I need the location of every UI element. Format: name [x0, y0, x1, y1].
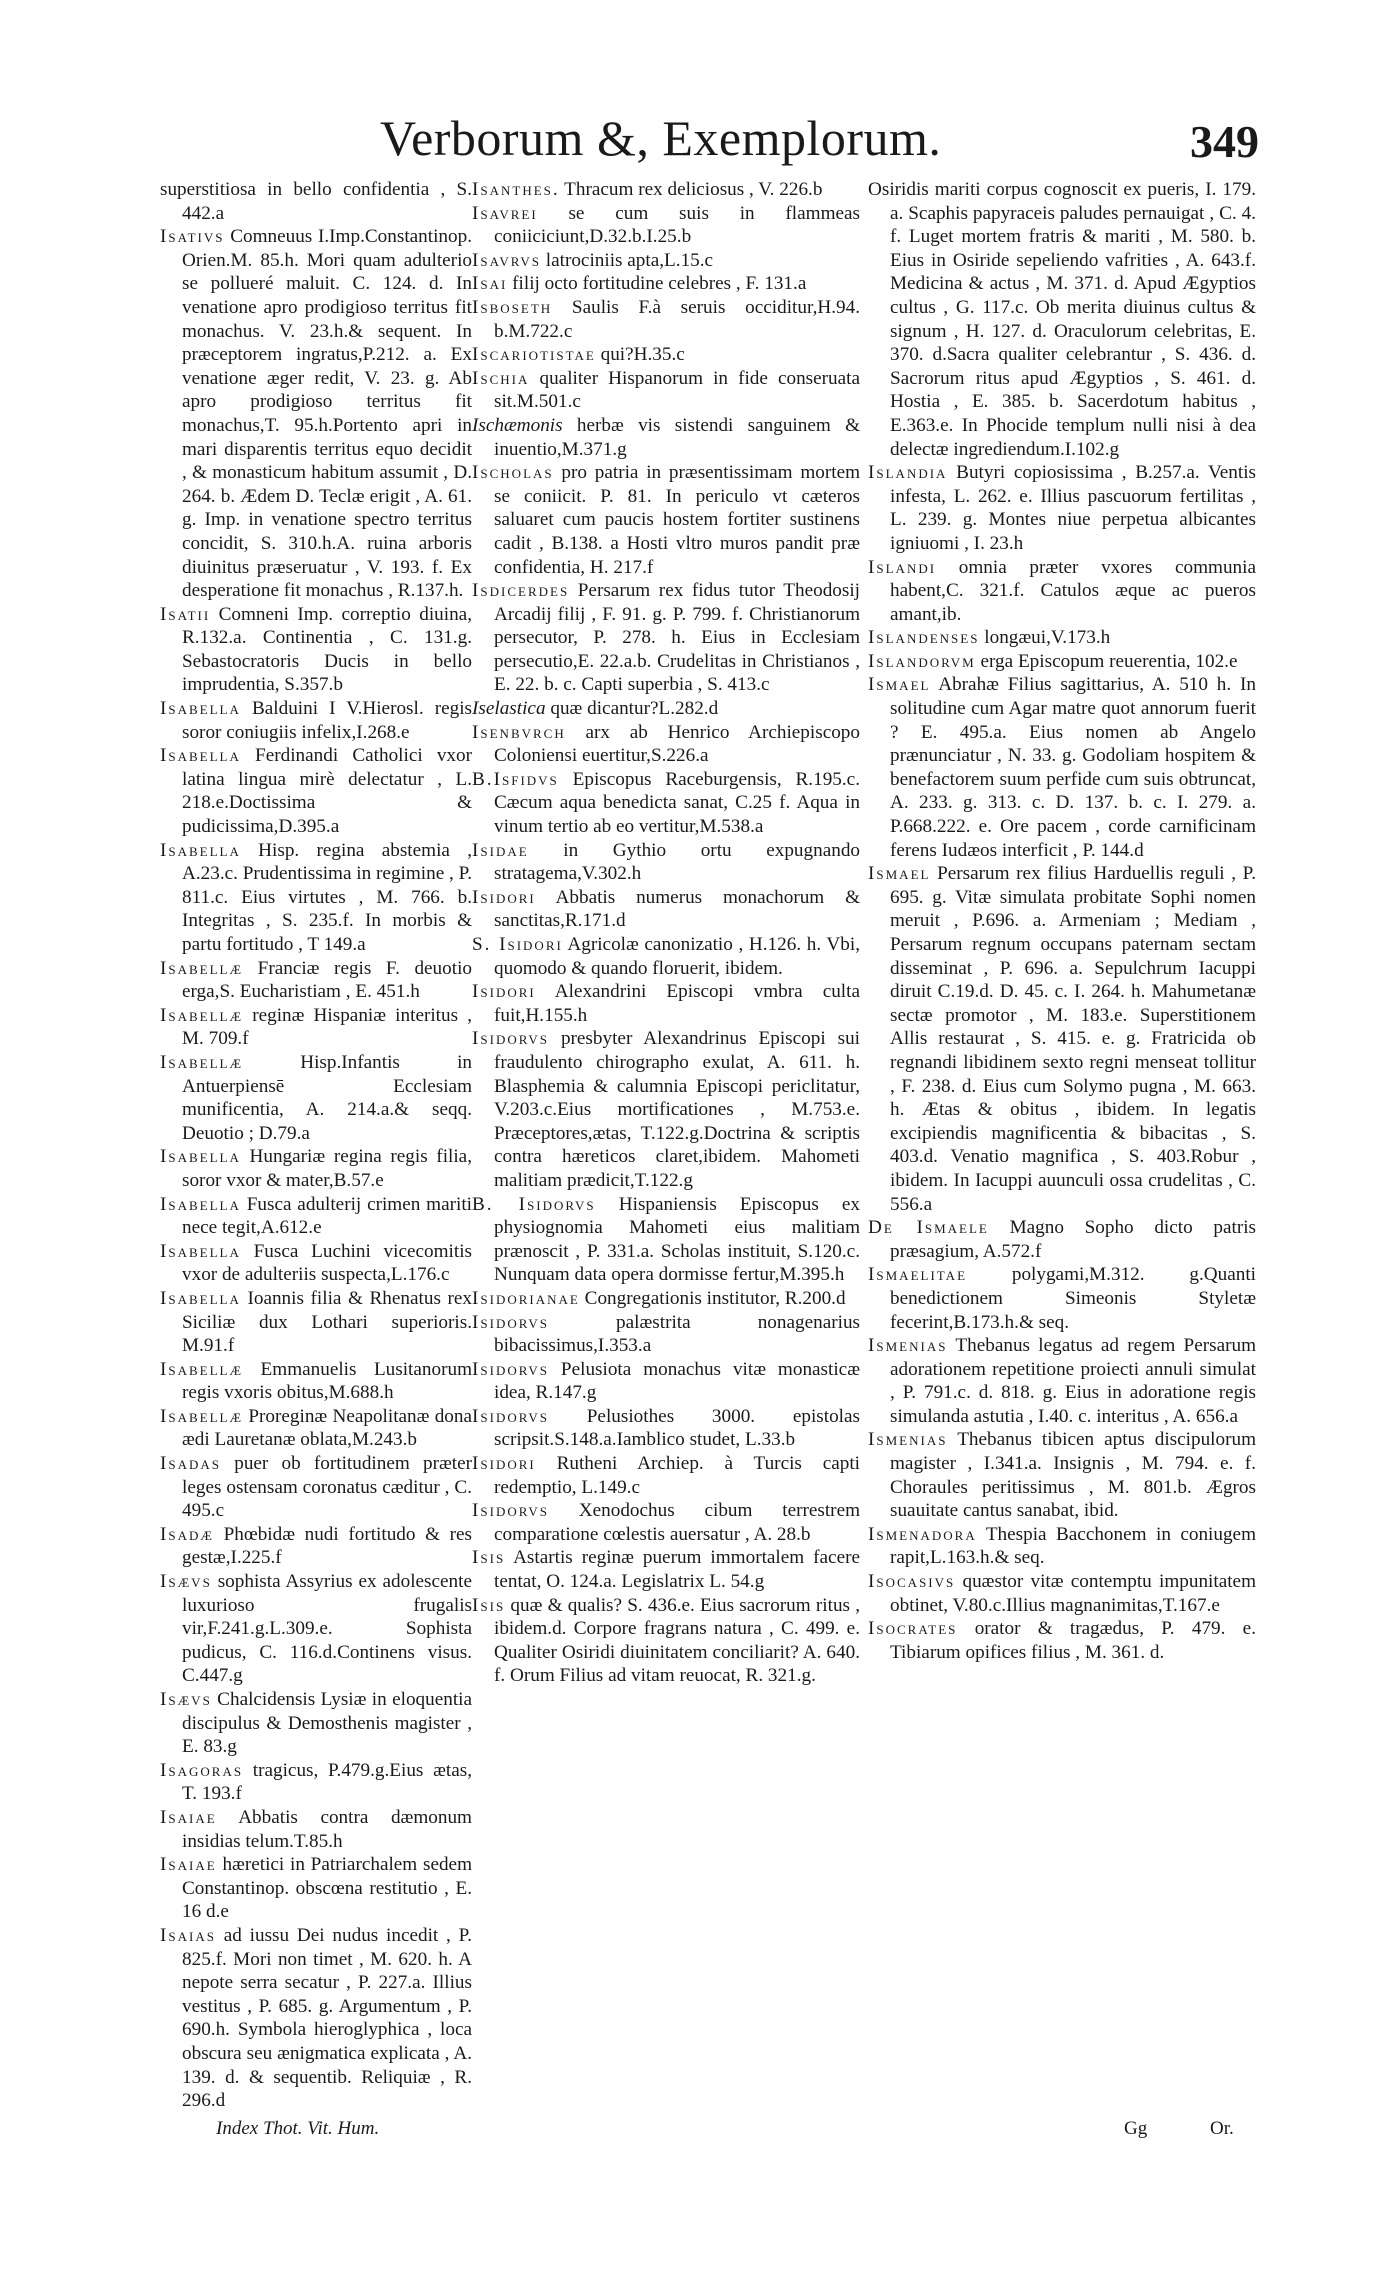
index-entry	[868, 1263, 1256, 1334]
entry-headword: Isadæ	[160, 1523, 214, 1545]
index-entry	[160, 1145, 472, 1192]
entry-headword: B. Isidorvs	[472, 1193, 596, 1215]
entry-text: Hungariæ regina regis filia, soror vxor & mater,B.57.e	[182, 1146, 472, 1191]
index-entry	[472, 178, 860, 202]
index-entry	[472, 1452, 860, 1499]
entry-headword: Isadas	[160, 1453, 222, 1475]
entry-headword: Isabella	[160, 1146, 241, 1168]
page-footer	[0, 2118, 1399, 2148]
index-entry	[472, 1405, 860, 1452]
entry-text: erga Episcopum reuerentia, 102.e	[980, 650, 1238, 672]
entry-headword: Isis	[472, 1547, 506, 1569]
entry-text: Magno Sopho dicto patris præsagium, A.572.f	[890, 1217, 1257, 1262]
index-entry	[160, 178, 472, 225]
entry-headword: Isanthes.	[472, 179, 560, 200]
entry-text: puer ob fortitudinem præter leges ostensam coronatus cæditur , C. 495.c	[182, 1453, 473, 1522]
entry-text: hæretici in Patriarchalem sedem Constantinop. obscœna restitutio , E. 16 d.e	[182, 1854, 473, 1923]
entry-headword: Isidori	[472, 981, 536, 1003]
entry-text: quæ & qualis? S. 436.e. Eius sacrorum ritus , ibidem.d. Corpore fragrans natura , C. 499. e. Qualiter Osiridi diuinitatem conciliarit? A. 640. f. Orum Filius ad vitam reuocat, R. 321.g.	[494, 1594, 861, 1687]
entry-headword: Isatii	[160, 603, 211, 625]
index-entry	[868, 1523, 1256, 1570]
entry-text: Ioannis filia & Rhenatus rex Siciliæ dux Lothari superioris. M.91.f	[182, 1287, 472, 1357]
index-entry	[160, 225, 472, 603]
index-entry	[868, 1334, 1256, 1428]
index-entry	[160, 1240, 472, 1287]
entry-headword: Isabella	[160, 1193, 241, 1215]
entry-headword: Isidorvs	[472, 1311, 549, 1333]
index-entry	[868, 178, 1256, 461]
index-entry	[160, 957, 472, 1004]
entry-text: Comneni Imp. correptio diuina, R.132.a. Continentia , C. 131.g. Sebastocratoris Ducis in bello imprudentia, S.357.b	[182, 603, 472, 696]
index-entry	[472, 1358, 860, 1405]
entry-headword: Isidorianae	[472, 1287, 580, 1309]
entry-text: Alexandrini Episcopi vmbra culta fuit,H.155.h	[494, 981, 860, 1026]
index-entry	[160, 1806, 472, 1853]
entry-headword: Isaiae	[160, 1806, 217, 1828]
index-entry	[472, 1499, 860, 1546]
entry-headword: Isocasivs	[868, 1571, 956, 1593]
entry-text: Pelusiothes 3000. epistolas scripsit.S.148.a.Iamblico studet, L.33.b	[494, 1405, 861, 1451]
index-entry	[472, 202, 860, 249]
entry-text: Rutheni Archiep. à Turcis capti redemptio, L.149.c	[494, 1453, 861, 1498]
entry-text: in Gythio ortu expugnando stratagema,V.302.h	[494, 839, 861, 885]
entry-headword: Isidorvs	[472, 1358, 549, 1380]
index-entry	[160, 1688, 472, 1759]
entry-text: Saulis F.à seruis occiditur,H.94. b.M.722.c	[494, 296, 861, 342]
index-entry	[160, 1051, 472, 1145]
index-entry	[472, 933, 860, 980]
entry-text: Thebanus tibicen aptus discipulorum magister , I.341.a. Insignis , M. 794. e. f. Choraules peritissimus , M. 801.b. Ægros suauitate cantus sanabat, ibid.	[890, 1429, 1256, 1522]
index-entry	[472, 980, 860, 1027]
entry-text: Thebanus legatus ad regem Persarum adorationem repetitione proiecti annuli simulat , P. 791.c. d. 818. g. Eius in adoratione regis simulanda astutia , I.40. c. interitus , A. 656.a	[890, 1335, 1256, 1427]
entry-text: Persarum rex fidus tutor Theodosij Arcadij filij , F. 91. g. P. 799. f. Christianorum persecutor, P. 278. h. Eius in Ecclesiam persecutio,E. 22.a.b. Crudelitas in Christianos , E. 22. b. c. Capti superbia , S. 413.c	[494, 580, 861, 696]
entry-headword: Ismenadora	[868, 1523, 977, 1545]
index-entry	[472, 1594, 860, 1688]
entry-text: Abbatis contra dæmonum insidias telum.T.85.h	[182, 1806, 472, 1852]
index-entry	[868, 556, 1256, 627]
entry-text: Abbatis numerus monachorum & sanctitas,R.171.d	[494, 886, 860, 932]
entry-text: Balduini I V.Hierosl. regis soror coniugiis infelix,I.268.e	[182, 698, 473, 743]
entry-headword: Isaiae	[160, 1854, 217, 1876]
running-title: Verborum &, Exemplorum.	[380, 110, 942, 166]
entry-text: longæui,V.173.h	[984, 627, 1111, 649]
entry-headword: Isativs	[160, 226, 225, 248]
entry-text: se cum suis in flammeas coniiciciunt,D.32.b.I.25.b	[494, 202, 861, 248]
index-entry	[868, 673, 1256, 862]
entry-headword: Isidorvs	[472, 1405, 549, 1427]
entry-headword: Iselastica	[472, 698, 546, 720]
index-entry	[868, 1617, 1256, 1664]
entry-text: arx ab Henrico Archiepiscopo Coloniensi euertitur,S.226.a	[494, 721, 860, 767]
entry-headword: Isævs	[160, 1571, 212, 1593]
entry-text: Persarum rex filius Harduellis reguli , P. 695. g. Vitæ simulata probitate Sophi nomen meruit , P.696. a. Armeniam ; Mediam , Persarum regnum occupans paternam sectam disseminat , P. 696. a. Sepulchrum Iacuppi diruit C.19.d. D. 45. c. I. 264. h. Mahumetanæ sectæ promotor , M. 183.e. Superstitionem Allis restaurat , S. 415. e. g. Fratricida ob regnandi libidinem sexto regni menseat tollitur , F. 238. d. Eius cum Solymo pugna , M. 663. h. Ætas & obitus , ibidem. In legatis excipiendis magnificentia & bibacitas , S. 403.d. Venatio magnifica , S. 403.Robur , ibidem. In Iacuppi auunculi ossa crudelitas , C. 556.a	[890, 863, 1257, 1215]
index-entry	[472, 249, 860, 273]
entry-text: qui?H.35.c	[600, 344, 685, 366]
entry-headword: Isidae	[472, 839, 529, 861]
entry-text: Hispaniensis Episcopus ex physiognomia Mahometi eius malitiam prænoscit , P. 331.a. Scholas instituit, S.120.c. Nunquam data opera dormisse fertur,M.395.h	[494, 1193, 860, 1286]
entry-headword: Ismael	[868, 863, 931, 885]
entry-text: tragicus, P.479.g.Eius ætas, T. 193.f	[182, 1759, 472, 1805]
index-entry	[160, 1004, 472, 1051]
entry-headword: S. Isidori	[472, 934, 563, 955]
index-entry	[868, 626, 1256, 650]
index-entry	[472, 1287, 860, 1311]
index-entry	[868, 862, 1256, 1216]
entry-headword: Isidori	[472, 1453, 536, 1475]
entry-headword: Isdicerdes	[472, 580, 570, 602]
entry-headword: Ischolas	[472, 462, 554, 484]
index-column-2	[472, 178, 860, 1688]
entry-headword: Isabella	[160, 698, 241, 720]
entry-text: Osiridis mariti corpus cognoscit ex pueris, I. 179. a. Scaphis papyraceis paludes pernauigat , C. 4. f. Luget mortem fratris & mariti , M. 580. b. Eius in Osiride sepeliendo vafrities , A. 643.f. Medicina & actus , M. 371. d. Apud Ægyptios cultus , G. 117.c. Ob merita diuinus cultus & signum , H. 127. d. Oraculorum celebritas, E. 370. d.Sacra qualiter celebrantur , S. 436. d. Sacrorum ritus apud Ægyptios , S. 461. d. Hostia , E. 385. b. Sacerdotum habitus , E.363.e. In Phocide templum nulli nisi à dea delectæ ingrediendum.I.102.g	[868, 179, 1256, 460]
entry-text: orator & tragædus, P. 479. e. Tibiarum opifices filius , M. 361. d.	[890, 1618, 1257, 1663]
entry-headword: Islandorvm	[868, 650, 976, 672]
index-entry	[160, 697, 472, 744]
entry-text: filij octo fortitudine celebres , F. 131.a	[512, 273, 807, 295]
entry-text: herbæ vis sistendi sanguinem & inuentio,M.371.g	[494, 414, 861, 460]
entry-text: Hisp.Infantis in Antuerpiensē Ecclesiam munificentia, A. 214.a.& seqq. Deuotio ; D.79.a	[182, 1051, 472, 1144]
entry-headword: Ismenias	[868, 1429, 948, 1451]
index-entry	[160, 1193, 472, 1240]
index-column-3	[868, 178, 1256, 1664]
entry-headword: Isabella	[160, 1287, 241, 1309]
entry-headword: Isabellæ	[160, 1358, 244, 1380]
index-entry	[160, 603, 472, 697]
entry-headword: Isidori	[472, 886, 536, 908]
entry-headword: Isabella	[160, 745, 241, 767]
index-entry	[160, 1853, 472, 1924]
entry-text: quæstor vitæ contemptu impunitatem obtinet, V.80.c.Illius magnanimitas,T.167.e	[890, 1571, 1256, 1616]
index-entry	[472, 579, 860, 697]
entry-text: superstitiosa in bello confidentia , S. 442.a	[160, 179, 472, 224]
index-entry	[472, 886, 860, 933]
index-column-1	[160, 178, 472, 2113]
index-entry	[472, 461, 860, 579]
index-entry	[160, 1759, 472, 1806]
index-entry	[472, 1546, 860, 1593]
entry-headword: Isabellæ	[160, 1004, 244, 1026]
entry-text: Agricolæ canonizatio , H.126. h. Vbi, quomodo & quando floruerit, ibidem.	[494, 934, 860, 979]
index-entry	[472, 414, 860, 461]
entry-text: Proreginæ Neapolitanæ dona ædi Lauretanæ oblata,M.243.b	[182, 1405, 473, 1451]
index-entry	[868, 461, 1256, 555]
entry-text: Fusca Luchini vicecomitis vxor de adulteriis suspecta,L.176.c	[182, 1240, 472, 1286]
entry-headword: Isis	[472, 1594, 506, 1616]
entry-text: Astartis reginæ puerum immortalem facere tentat, O. 124.a. Legislatrix L. 54.g	[494, 1547, 860, 1593]
index-entry	[160, 744, 472, 838]
entry-text: Hisp. regina abstemia , A.23.c. Prudentissima in regimine , P. 811.c. Eius virtutes , M. 766. b. Integritas , S. 235.f. In morbis & partu fortitudo , T 149.a	[182, 839, 472, 955]
entry-headword: Ischia	[472, 367, 530, 389]
entry-text: latrociniis apta,L.15.c	[545, 249, 714, 271]
page-header	[0, 108, 1399, 178]
index-entry	[868, 1570, 1256, 1617]
index-entry	[472, 721, 860, 768]
index-entry	[160, 1358, 472, 1405]
entry-headword: Isabellæ	[160, 957, 244, 979]
entry-text: Abrahæ Filius sagittarius, A. 510 h. In solitudine cum Agar matre quot annorum fuerit ? E. 495.a. Eius nomen ab Angelo prænunciatur , N. 33. g. Godoliam hospitem & benefactorem suum perfide cum suis obtruncat, A. 233. g. 313. c. D. 137. b. c. I. 279. a. P.668.222. e. Ore pacem , corde carnificinam ferens Iudæos interficit , P. 144.d	[890, 674, 1256, 861]
entry-headword: Isavrvs	[472, 249, 541, 271]
index-entry	[472, 1027, 860, 1192]
entry-headword: Isidorvs	[472, 1500, 549, 1522]
entry-text: Thracum rex deliciosus , V. 226.b	[564, 179, 823, 200]
entry-headword: Isavrei	[472, 202, 538, 224]
index-entry	[472, 367, 860, 414]
entry-text: ad iussu Dei nudus incedit , P. 825.f. Mori non timet , M. 620. h. A nepote serra secatur , P. 227.a. Illius vestitus , P. 685. g. Argumentum , P. 690.h. Symbola hieroglyphica , loca obscura seu ænigmatica explicata , A. 139. d. & sequentib. Reliquiæ , R. 296.d	[182, 1924, 472, 2112]
entry-headword: Isenbvrch	[472, 721, 566, 743]
entry-headword: Ischæmonis	[472, 414, 563, 436]
index-entry	[472, 296, 860, 343]
entry-text: Butyri copiosissima , B.257.a. Ventis infesta, L. 262. e. Illius pascuorum fertilitas , L. 239. g. Montes niue perpetua albicantes igniuomi , I. 23.h	[890, 462, 1257, 554]
entry-text: Fusca adulterij crimen mariti nece tegit,A.612.e	[182, 1193, 472, 1239]
entry-headword: Isævs	[160, 1689, 212, 1710]
index-entry	[472, 697, 860, 721]
entry-headword: Ismaelitae	[868, 1264, 968, 1286]
entry-text: Thespia Bacchonem in coniugem rapit,L.163.h.& seq.	[890, 1523, 1257, 1569]
entry-text: Comneuus I.Imp.Constantinop. Orien.M. 85.h. Mori quam adulterio se pollueré maluit. C. 124. d. In venatione apro prodigioso territus fit monachus. V. 23.h.& sequent. In præceptorem ingratus,P.212. a. Ex venatione æger redit, V. 23. g. Ab apro prodigioso territus fit monachus,T. 95.h.Portento apri in mari disparentis territus equo decidit , & monasticum habitum assumit , D. 264. b. Ædem D. Teclæ erigit , A. 61. g. Imp. in venatione spectro territus concidit, S. 310.h.A. ruina arboris diuinitus præseruatur , V. 193. f. Ex desperatione fit monachus , R.137.h.	[182, 226, 473, 602]
page-number: 349	[1190, 116, 1259, 167]
entry-headword: Iscariotistae	[472, 344, 596, 366]
entry-text: sophista Assyrius ex adolescente luxurioso frugalis vir,F.241.g.L.309.e. Sophista pudicus, C. 116.d.Continens visus. C.447.g	[182, 1571, 472, 1687]
index-entry	[160, 839, 472, 957]
index-entry	[160, 1523, 472, 1570]
entry-headword: B.Isfidvs	[472, 768, 559, 790]
index-entry	[472, 768, 860, 839]
entry-headword: Isocrates	[868, 1618, 958, 1640]
entry-headword: Ismenias	[868, 1335, 948, 1357]
entry-headword: Ismael	[868, 674, 931, 696]
index-entry	[160, 1405, 472, 1452]
index-entry	[868, 650, 1256, 674]
entry-text: Franciæ regis F. deuotio erga,S. Eucharistiam , E. 451.h	[182, 957, 472, 1003]
entry-headword: Isagoras	[160, 1759, 244, 1781]
entry-text: polygami,M.312. g.Quanti benedictionem Simeonis Styletæ fecerint,B.173.h.& seq.	[890, 1264, 1256, 1333]
entry-text: pro patria in præsentissimam mortem se coniicit. P. 81. In periculo vt cæteros saluaret cum paucis hostem fortiter sustinens cadit , B.138. a Hosti vltro muros pandit præ confidentia, H. 217.f	[494, 462, 861, 578]
entry-headword: Isabellæ	[160, 1051, 244, 1073]
index-entry	[472, 839, 860, 886]
entry-text: Congregationis institutor, R.200.d	[584, 1287, 846, 1309]
index-entry	[160, 1924, 472, 2113]
entry-text: qualiter Hispanorum in fide conseruata sit.M.501.c	[494, 367, 860, 413]
entry-text: Emmanuelis Lusitanorum regis vxoris obitus,M.688.h	[182, 1358, 472, 1404]
entry-headword: De Ismaele	[868, 1217, 989, 1239]
index-entry	[868, 1428, 1256, 1522]
entry-headword: Isabellæ	[160, 1405, 244, 1427]
entry-headword: Islandi	[868, 556, 937, 578]
entry-headword: Isidorvs	[472, 1028, 549, 1050]
index-entry	[472, 1311, 860, 1358]
entry-headword: Islandenses	[868, 627, 980, 649]
index-entry	[160, 1452, 472, 1523]
entry-headword: Isai	[472, 273, 508, 295]
entry-text: Phœbidæ nudi fortitudo & res gestæ,I.225.f	[182, 1523, 472, 1569]
signature-mark: Gg	[1124, 2118, 1148, 2139]
entry-text: omnia præter vxores communia habent,C. 321.f. Catulos æque ac pueros amant,ib.	[890, 556, 1256, 625]
entry-text: Chalcidensis Lysiæ in eloquentia discipulus & Demosthenis magister , E. 83.g	[182, 1689, 473, 1758]
entry-text: Ferdinandi Catholici vxor latina lingua mirè delectatur , L. 218.e.Doctissima & pudicissima,D.395.a	[182, 745, 472, 838]
index-entry	[472, 1193, 860, 1287]
entry-text: Xenodochus cibum terrestrem comparatione cœlestis auersatur , A. 28.b	[494, 1500, 861, 1545]
entry-headword: Isabella	[160, 839, 241, 861]
catchword: Or.	[1210, 2118, 1234, 2139]
entry-text: palæstrita nonagenarius bibacissimus,I.353.a	[494, 1311, 861, 1357]
index-entry	[160, 1287, 472, 1358]
index-entry	[868, 1216, 1256, 1263]
entry-headword: Isabella	[160, 1240, 241, 1262]
entry-headword: Islandia	[868, 462, 948, 484]
index-entry	[472, 272, 860, 296]
footer-imprint: Index Thot. Vit. Hum.	[216, 2118, 380, 2139]
entry-text: reginæ Hispaniæ interitus , M. 709.f	[182, 1004, 473, 1050]
index-entry	[160, 1570, 472, 1688]
entry-headword: Isaias	[160, 1924, 216, 1946]
entry-text: Episcopus Raceburgensis, R.195.c. Cæcum aqua benedicta sanat, C.25 f. Aqua in vinum tertio ab eo vertitur,M.538.a	[494, 768, 860, 838]
entry-text: quæ dicantur?L.282.d	[550, 698, 719, 720]
index-entry	[472, 343, 860, 367]
entry-text: presbyter Alexandrinus Episcopi sui fraudulento chirographo exulat, A. 611. h. Blasphemia & calumnia Episcopi periclitatur, V.203.c.Eius mortificationes , M.753.e. Præceptores,ætas, T.122.g.Doctrina & scriptis contra hæreticos claret,ibidem. Mahometi malitiam prædicit,T.122.g	[494, 1028, 861, 1191]
entry-headword: Isboseth	[472, 296, 553, 318]
entry-text: Pelusiota monachus vitæ monasticæ idea, R.147.g	[494, 1358, 860, 1404]
